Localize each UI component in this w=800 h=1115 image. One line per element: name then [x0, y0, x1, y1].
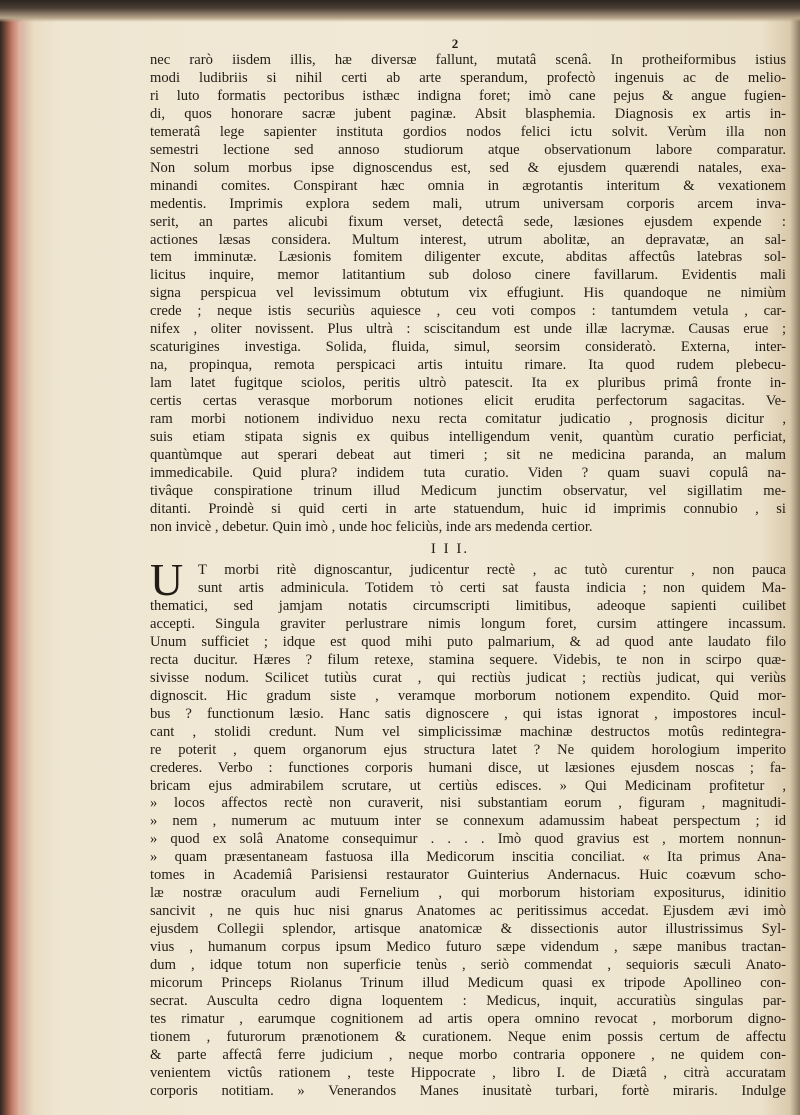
- text-line: tivâque conspiratione trinum illud Medicum junctim observatur, vel sigillatim me-: [150, 482, 786, 499]
- text-line: tem imminutæ. Læsionis fomitem diligenter excute, abditas affectûs latebras sol-: [150, 249, 786, 266]
- text-line: secrat. Ausculta cedro digna loquentem : Medicus, inquit, accuratiùs singulas par-: [150, 992, 786, 1009]
- text-line: re poterit , quem organorum ejus structura latet ? Ne quidem horologium imperito: [150, 741, 786, 758]
- text-line: cant , stolidi credunt. Num vel simplicissimæ machinæ destructos motûs redintegra-: [150, 723, 786, 740]
- text-line: Unum sufficiet ; idque est quod mihi puto palmarium, & ad quod ante laudato filo: [150, 633, 786, 650]
- text-line: sancivit , ne quis huc nisi gnarus Anatomes ac peritissimus accedat. Ejusdem ævi imò: [150, 903, 786, 920]
- text-line: nec rarò iisdem illis, hæ diversæ fallunt, mutatâ scenâ. In protheiformibus istius: [150, 52, 786, 68]
- text-line: crederes. Verbo : functiones corporis humani disce, ut læsiones ejusdem noscas ; fa-: [150, 759, 786, 776]
- text-line: immedicabile. Quid plura? indidem tuta curatio. Viden ? quam suavi copulâ na-: [150, 464, 786, 481]
- drop-cap: U: [150, 554, 184, 605]
- text-line: serit, an partes alicubi fixum verset, detectâ sede, læsiones ejusdem expende :: [150, 213, 786, 230]
- text-line: micorum Princeps Riolanus Trinum illud Medicum quasi ex tripode Apollineo con-: [150, 974, 786, 991]
- text-line: Non solum morbus ipse dignoscendus est, sed & ejusdem quærendi natales, exa-: [150, 159, 786, 176]
- text-line: medentis. Imprimis explora sedem mali, utrum universam corporis arcem inva-: [150, 195, 786, 212]
- text-line: di, quos honorare sacræ jubent paginæ. Absit blasphemia. Diagnosis ex artis in-: [150, 105, 786, 122]
- text-line: ejusdem Collegii splendor, artisque anatomicæ & dissectionis autor illustrissimus Syl-: [150, 921, 786, 938]
- book-spine-edge: [0, 22, 24, 1115]
- text-line: lam latet fugitque sciolos, peritis ultrò patescit. Ita ex pluribus primâ fronte in-: [150, 375, 786, 392]
- text-line: dum , idque totum non superficie tenùs , seriò commendat , sequioris sæculi Anato-: [150, 957, 786, 973]
- text-line: sunt artis adminicula. Totidem τὸ certi sat fausta indicia ; non quidem Ma-: [198, 580, 786, 597]
- text-line: semestri lectione sed annoso studiorum atque observationum labore comparatur.: [150, 141, 786, 158]
- text-line: ram morbi notionem individuo nexu recta comitatur judicatio , prognosis dicitur ,: [150, 411, 786, 427]
- text-line: læ nostræ oraculum audi Fernelium , qui morborum historiam expositurus, idinitio: [150, 885, 786, 902]
- text-line: actiones læsas considera. Multum interest, utrum abolitæ, an depravatæ, an sal-: [150, 231, 786, 248]
- text-line: » quam præsentaneam fastuosa illa Medicorum inscitia conciliat. « Ita primus Ana-: [150, 849, 786, 866]
- text-line: ditanti. Proindè si quid certi in arte statuendum, huic id imprimis connubio , si: [150, 500, 786, 517]
- text-line: tes rimatur , earumque cognitionem ad artis opera omnino revocat , morborum digno-: [150, 1010, 786, 1027]
- text-line: minandi comites. Conspirant hæc omnia in ægrotantis interitum & vexationem: [150, 177, 786, 194]
- text-line: dignoscit. Hic gradum siste , veramque morborum notionem expendito. Quid mor-: [150, 687, 786, 704]
- text-line: licitus inquire, memor latitantium sub doloso cinere favillarum. Evidentis mali: [150, 267, 786, 284]
- text-line: modi ludibriis si nihil certi ab arte sperandum, profectò ingenuis ac de melio-: [150, 69, 786, 86]
- text-line: venientem victûs rationem , teste Hippocrate , libro I. de Diætâ , citrà accuratam: [150, 1064, 786, 1081]
- text-line: recta ducitur. Hæres ? filum retexe, stamina sequere. Videbis, te non in scirpo quæ-: [150, 651, 786, 668]
- text-line: corporis notitiam. » Venerandos Manes inusitatè turbari, fortè miraris. Indulge: [150, 1082, 786, 1099]
- text-line: scaturigines investiga. Solida, fluida, simul, seorsim consideratò. Externa, inter-: [150, 339, 786, 356]
- section-heading: I I I.: [430, 541, 470, 557]
- text-line: T morbi ritè dignoscantur, judicentur rectè , ac tutò curentur , non pauca: [198, 562, 786, 578]
- text-line: thematici, sed jamjam notatis circumscripti limitibus, adeoque sapienti cuilibet: [150, 598, 786, 614]
- text-line: signa perspicua vel levissimum obtutum vix effugiunt. His quandoque ne nimiùm: [150, 285, 786, 302]
- text-line: ri luto formatis pectoribus isthæc indigna foret; imò cane pejus & angue fugien-: [150, 87, 786, 104]
- text-line: tionem , futurorum prænotionem & curationem. Neque enim possis certum de affectu: [150, 1028, 786, 1045]
- text-line: non invicè , debetur. Quin imò , unde hoc feliciùs, inde ars medenda certior.: [150, 518, 593, 535]
- text-line: certis certas verasque morborum notiones elicit erudita perfectorum sagacitas. Ve-: [150, 393, 786, 410]
- text-line: quantùmque aut sperari debeat aut timeri ; sit ne medicina paranda, an malum: [150, 446, 786, 463]
- page-number: 2: [451, 36, 459, 51]
- text-line: bus ? functionum læsio. Hanc satis dignoscere , qui istas ignorat , impostores incul-: [150, 705, 786, 722]
- page-text-block: [150, 36, 786, 1106]
- text-line: bricam ejus admirabilem scrutare, ut certiùs edisces. » Qui Medicinam profitetur ,: [150, 777, 786, 794]
- text-line: crede ; neque istis securiùs aquiesce , ceu voti compos : tantumdem vetula , car-: [150, 303, 786, 320]
- text-line: temeratâ lege sapienter instituta gordios nodos felici ictu solvit. Verùm illa non: [150, 123, 786, 140]
- text-line: accepti. Singula graviter perlustrare nimis longum foret, cursim attingere incassum.: [150, 615, 786, 632]
- text-line: » locos affectos rectè non curaverit, nisi substantiam eorum , figuram , magnitudi-: [150, 795, 786, 812]
- text-line: nifex , oliter novissent. Plus ultrà : sciscitandum est unde illæ lacrymæ. Causas erue ;: [150, 321, 786, 338]
- text-line: » quod ex solâ Anatome consequimur . . . . Imò quod gravius est , mortem nonnun-: [150, 831, 786, 848]
- text-line: sivisse nodum. Scilicet tutiùs curat , qui rectiùs judicat ; rectiùs judicat, qui veriùs: [150, 669, 786, 686]
- text-line: na, propinqua, remota perspicaci artis intuitu rimare. Ita quod rudem plebecu-: [150, 357, 786, 374]
- page-top-edge: [0, 0, 800, 22]
- text-line: vius , humanum corpus ipsum Medico futuro sæpe videndum , sæpe manibus tractan-: [150, 939, 786, 956]
- text-line: tomes in Academiâ Parisiensi restaurator Guinterius Andernacus. Huic coævum scho-: [150, 867, 786, 884]
- text-line: » nem , numerum ac mutuum inter se connexum adamussim habeat perspectum ; id: [150, 813, 786, 830]
- text-line: & parte affectâ ferre judicium , neque morbo contraria opponere , ne quidem con-: [150, 1046, 786, 1063]
- text-line: suis etiam stipata signis ex quibus intelligendum venit, quantùm curatio perficiat,: [150, 428, 786, 445]
